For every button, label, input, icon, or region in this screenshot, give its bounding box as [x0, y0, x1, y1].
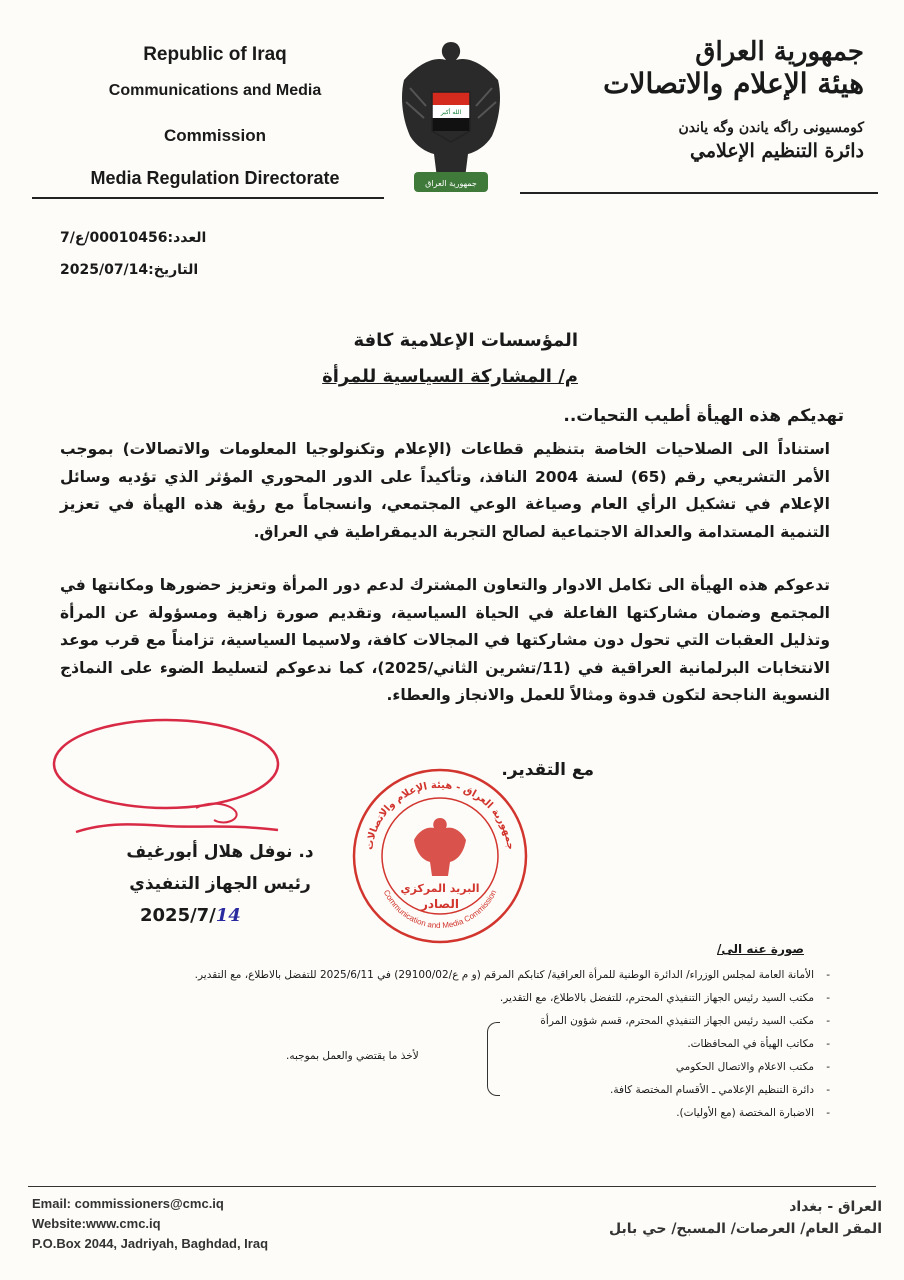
cc-list: [70, 966, 830, 1127]
footer-city: العراق - بغداد: [789, 1199, 882, 1215]
directorate-name-en: Media Regulation Directorate: [90, 168, 340, 188]
footer-contact-en: [32, 1194, 268, 1254]
footer-divider: [28, 1186, 876, 1187]
emblem-scroll-text: جمهورية العراق: [425, 179, 477, 188]
cc-item: - الأمانة العامة لمجلس الوزراء/ الدائرة الوطنية للمرأة العراقية/ كتابكم المرقم (و م ع/29100/02) في 2025/6/11 للتفضل بالاطلاع، مع التقدير.: [70, 966, 830, 989]
footer-address: المقر العام/ العرصات/ المسبح/ حي بابل: [609, 1221, 882, 1237]
stamp-issued-text: الصادر: [420, 897, 460, 911]
footer-pobox: P.O.Box 2044, Jadriyah, Baghdad, Iraq: [32, 1236, 269, 1251]
letter-addressee: المؤسسات الإعلامية كافة: [353, 330, 578, 351]
reference-block: [60, 230, 206, 294]
cc-item: - مكاتب الهيأة في المحافظات.: [70, 1035, 830, 1058]
cc-item: - دائرة التنظيم الإعلامي ـ الأقسام المختصة كافة.: [70, 1081, 830, 1104]
commission-name-en-line1: Communications and Media: [108, 82, 322, 99]
handwritten-signature: [46, 712, 286, 842]
reference-number-label: العدد:: [167, 230, 207, 246]
signatory-name: د. نوفل هلال أبورغيف: [126, 842, 314, 862]
cc-group-bracket: [487, 1022, 500, 1096]
english-letterhead: [40, 40, 390, 189]
reference-number: [60, 230, 206, 246]
header-divider-right: [520, 192, 878, 194]
letter-subject: م/ المشاركة السياسية للمرأة: [322, 366, 578, 387]
commission-name-ar: هيئة الإعلام والاتصالات: [603, 66, 864, 100]
footer-address-ar: [609, 1196, 882, 1240]
country-name-ar: جمهورية العراق: [695, 37, 864, 67]
directorate-name-ar: دائرة التنظيم الإعلامي: [690, 140, 864, 163]
commission-name-en-line2: Commission: [163, 126, 267, 145]
cc-heading: صورة عنه الى/: [717, 942, 804, 956]
cc-item: - مكتب الاعلام والاتصال الحكومي: [70, 1058, 830, 1081]
arabic-letterhead: [534, 38, 864, 162]
letter-closing: مع التقدير.: [501, 760, 594, 780]
iraq-eagle-emblem: [396, 36, 506, 206]
signatory-title: رئيس الجهاز التنفيذي: [129, 874, 311, 894]
signature-date-printed: 2025/7/: [140, 905, 216, 926]
letter-paragraph-1: استناداً الى الصلاحيات الخاصة بتنظيم قطاعات (الإعلام وتكنولوجيا المعلومات والاتصالات) بموجب الأمر التشريعي رقم (65) لسنة 2004 النافذ، وتأكيداً على الدور المحوري المؤثر الذي تؤديه وسائل الإعلام في تشكيل الرأي العام وصياغة الوعي المجتمعي، وانسجاماً مع رؤية هذه الهيأة في تعزيز التنمية المستدامة والعدالة الاجتماعية لصالح التجربة الديمقراطية في العراق.: [60, 440, 830, 541]
reference-date-label: التاريخ:: [148, 262, 199, 278]
signature-date-handwritten: 14: [215, 905, 241, 926]
stamp-ring-english: Communication and Media Commission: [381, 888, 499, 931]
letter-paragraph-2: تدعوكم هذه الهيأة الى تكامل الادوار والتعاون المشترك لدعم دور المرأة وتعزيز حضورها ومكانتها في المجتمع وضمان مشاركتها الفاعلة في الحياة السياسية، وتقديم صورة زاهية ومسؤولة عن المرأة وتذليل العقبات التي تحول دون مشاركتها في المجالات كافة، ولاسيما السياسية، تزامناً مع قرب موعد الانتخابات البرلمانية العراقية في (11/تشرين الثاني/2025)، كما ندعوكم لتسليط الضوء على النماذج النسوية الناجحة لتكون قدوة ومثالاً للعمل والانجاز والعطاء.: [60, 576, 830, 704]
cc-side-note: لأخذ ما يقتضي والعمل بموجبه.: [286, 1050, 419, 1062]
stamp-ring-arabic: جمهورية العراق - هيئة الإعلام والاتصالات: [364, 779, 516, 851]
reference-date: [60, 262, 206, 278]
country-name-en: Republic of Iraq: [143, 44, 287, 65]
footer-website: Website:www.cmc.iq: [32, 1216, 161, 1231]
signature-date: [140, 905, 241, 926]
official-stamp: [350, 766, 530, 946]
footer-email: Email: commissioners@cmc.iq: [32, 1196, 224, 1211]
stamp-center-text: البريد المركزي: [400, 882, 480, 895]
cc-item: - مكتب السيد رئيس الجهاز التنفيذي المحترم، قسم شؤون المرأة: [70, 1012, 830, 1035]
commission-name-kurdish: كومسيونى راگه ياندن وگه ياندن: [678, 120, 864, 137]
header-divider-left: [32, 197, 384, 199]
letter-greeting: تهديكم هذه الهيأة أطيب التحيات..: [563, 406, 844, 426]
cc-item: - مكتب السيد رئيس الجهاز التنفيذي المحترم، للتفضل بالاطلاع، مع التقدير.: [70, 989, 830, 1012]
cc-item: - الاضبارة المختصة (مع الأوليات).: [70, 1104, 830, 1127]
reference-number-value: 00010456/ع/7: [60, 230, 168, 246]
reference-date-value: 2025/07/14: [60, 262, 149, 278]
svg-text:الله أكبر: الله أكبر: [440, 109, 462, 116]
